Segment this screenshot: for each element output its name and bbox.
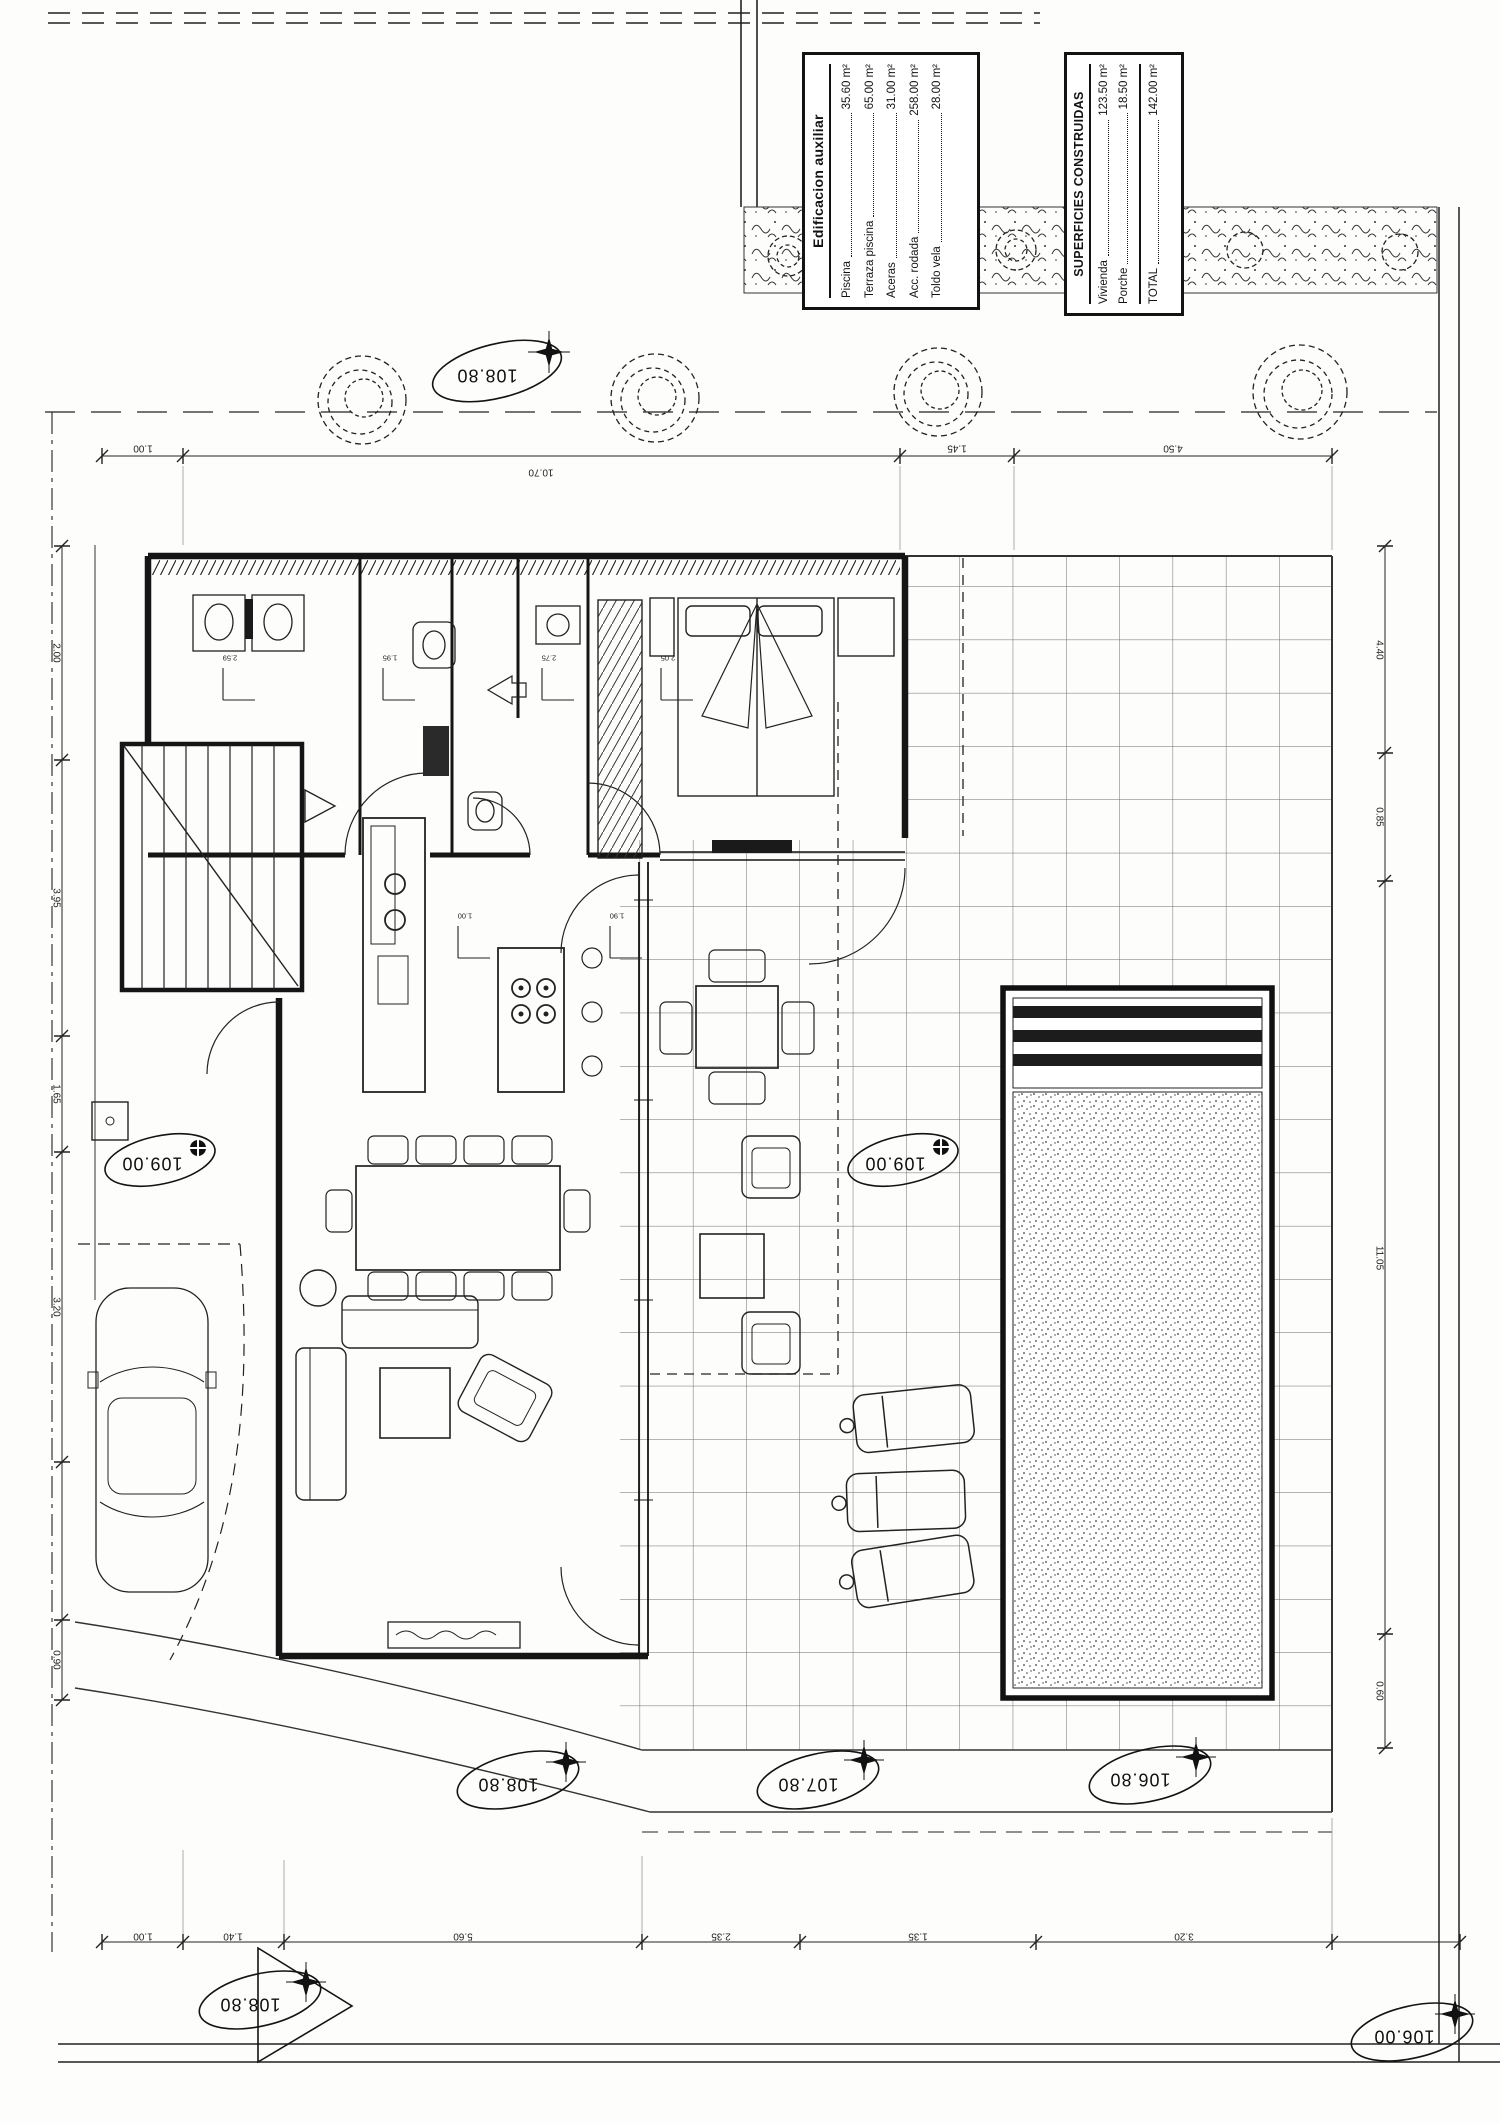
level-label: 109.00 <box>864 1153 926 1174</box>
interior-dim-label: 2.59 <box>222 653 238 663</box>
kitchen-island <box>363 818 602 1092</box>
table-row: Aceras 31.00 m² <box>886 64 898 298</box>
dim-label: 1.00 <box>133 442 153 454</box>
dim-label: 3.20 <box>1174 1930 1194 1942</box>
table-total-row: TOTAL 142.00 m² <box>1139 64 1161 304</box>
dim-label: 2.35 <box>711 1930 731 1942</box>
level-label: 107.80 <box>777 1774 839 1795</box>
level-label: 108.80 <box>456 365 518 386</box>
dim-label: 0.85 <box>1373 807 1385 827</box>
dim-label: 11.05 <box>1373 1245 1385 1271</box>
carport <box>78 1102 244 1660</box>
bedroom-furniture <box>598 598 894 858</box>
interior-dim-label: 1.95 <box>382 653 398 663</box>
interior-dim-label: 1.90 <box>609 911 625 921</box>
kitchen-fixtures <box>193 595 580 830</box>
dim-label: 3.20 <box>50 1297 62 1317</box>
table-row: Terraza piscina 65.00 m² <box>863 64 876 298</box>
table-title: SUPERFICIES CONSTRUIDAS <box>1070 64 1091 304</box>
tree-icon <box>894 348 982 436</box>
dim-label: 5.60 <box>453 1930 473 1942</box>
dim-label: 1.40 <box>223 1930 243 1942</box>
interior-dim-label: 1.00 <box>457 911 473 921</box>
interior-dim-label: 2.75 <box>541 653 557 663</box>
dim-label: 4.50 <box>1163 442 1183 454</box>
level-label: 106.80 <box>1109 1769 1171 1790</box>
interior-dim-label: 2.05 <box>660 653 676 663</box>
dim-label: 4.40 <box>1373 640 1385 660</box>
dim-label: 1.65 <box>50 1084 62 1104</box>
dim-label: 3.95 <box>50 888 62 908</box>
dining-set <box>326 1136 590 1300</box>
dim-label: 10.70 <box>528 466 554 478</box>
living-room-furniture <box>296 1270 555 1648</box>
table-row: Porche 18.50 m² <box>1117 64 1130 304</box>
dim-label: 2.00 <box>50 643 62 663</box>
dim-label: 1.45 <box>947 442 967 454</box>
table-superficies-construidas <box>1064 52 1184 316</box>
dim-label: 0.60 <box>1373 1681 1385 1701</box>
dim-label: 0.90 <box>50 1650 62 1670</box>
level-label: 106.00 <box>1373 2026 1435 2047</box>
dim-label: 1.35 <box>908 1930 928 1942</box>
level-label: 109.00 <box>121 1153 183 1174</box>
table-row: Vivienda 123.50 m² <box>1098 64 1110 304</box>
table-edificacion-auxiliar <box>802 52 980 310</box>
table-row: Acc. rodada 258.00 m² <box>908 64 921 298</box>
level-label: 108.80 <box>477 1774 539 1795</box>
car-icon <box>88 1288 216 1592</box>
pool <box>1003 988 1272 1698</box>
table-row: Piscina 35.60 m² <box>841 64 853 298</box>
level-label: 108.80 <box>219 1994 281 2015</box>
tree-icon <box>611 354 699 442</box>
table-row: Toldo vela 28.00 m² <box>931 64 943 298</box>
table-title: Edificacion auxiliar <box>808 64 831 298</box>
tree-icon <box>318 356 406 444</box>
tree-icon <box>1253 345 1347 439</box>
dim-label: 1.00 <box>133 1930 153 1942</box>
